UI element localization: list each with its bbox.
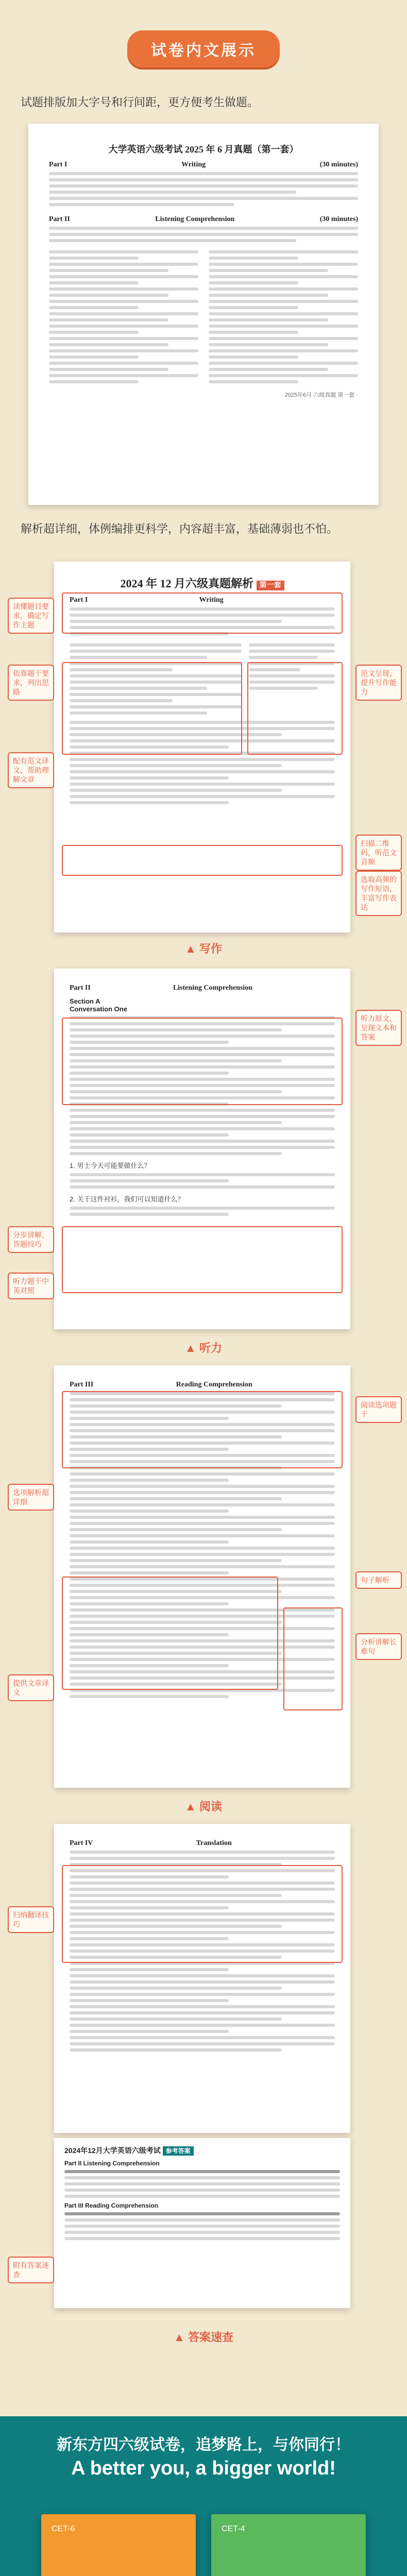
reading-part: Part III Reading Comprehension: [70, 1381, 252, 1388]
answers-paper: [54, 2138, 350, 2308]
exam-title: 大学英语六级考试 2025 年 6 月真题（第一套）: [108, 144, 299, 155]
writing-box-4: [62, 845, 343, 876]
header-title: 试卷内文展示: [127, 30, 280, 67]
note-4: 范文呈现，提升写作能力: [355, 665, 402, 701]
translation-box: [62, 1865, 343, 1963]
answers-part1: Part II Listening Comprehension: [64, 2160, 160, 2167]
caption-answers: ▲ 答案速查: [174, 2331, 233, 2344]
note-15: 提供文章译文: [8, 1674, 54, 1701]
reading-box-2: [62, 1577, 278, 1690]
note-9: 分步讲解，答题技巧: [8, 1226, 54, 1253]
exam-footer: · 2025年6月 六级真题 第一套 ·: [281, 392, 358, 398]
listening-part: Part II Listening Comprehension: [70, 984, 252, 992]
note-14: 分析讲解长难句: [355, 1633, 402, 1660]
note-16: 归纳翻译技巧: [8, 1906, 54, 1933]
listening-box-1: [62, 1018, 343, 1105]
note-17: 附有答案速查: [8, 2257, 54, 2283]
writing-box-2: [62, 662, 242, 755]
listening-q1: 1. 男士今天可能要做什么？: [70, 1162, 151, 1170]
caption-reading: ▲ 阅读: [185, 1800, 222, 1813]
listening-box-2: [62, 1226, 343, 1293]
note-13: 句子解析: [355, 1571, 402, 1589]
footer-slogan-en: A better you, a bigger world!: [71, 2458, 336, 2479]
analysis-title: 2024 年 12 月六级真题解析 第一套: [70, 575, 335, 591]
listening-conversation: Conversation One: [70, 1005, 127, 1013]
note-1: 读懂题目要求，确定写作主题: [8, 598, 54, 634]
answers-part2: Part III Reading Comprehension: [64, 2202, 159, 2209]
header: [0, 0, 407, 98]
reading-box-3: [283, 1607, 343, 1710]
writing-part: Part I Writing: [70, 596, 224, 604]
footer: [0, 2416, 407, 2576]
caption-listening: ▲ 听力: [185, 1342, 222, 1354]
note-5: 扫描二维码，听范文音频: [355, 835, 402, 871]
exam-part1: Part I Writing (30 minutes): [49, 161, 358, 168]
footer-slogan-cn: 新东方四六级试卷，追梦路上，与你同行！: [57, 2436, 350, 2453]
caption-writing: ▲ 写作: [185, 942, 222, 955]
exam-paper: [28, 124, 379, 505]
exam-part2: Part II Listening Comprehension (30 minutes): [49, 215, 358, 223]
note-2: 依靠题干要求，列出思路: [8, 665, 54, 701]
writing-box-3: [247, 662, 343, 755]
reading-box-1: [62, 1391, 343, 1468]
book-cet4: CET-4: [211, 2514, 366, 2576]
note-3: 配有范文译文，帮助理解文章: [8, 752, 54, 788]
listening-q2: 2. 关于这件衬衫，我们可以知道什么？: [70, 1195, 184, 1203]
writing-box-1: [62, 592, 343, 634]
listening-section: Section A: [70, 997, 100, 1005]
intro-1: 试题排版加大字号和行间距，更方便考生做题。: [21, 96, 259, 109]
intro-2: 解析超详细，体例编排更科学，内容超丰富，基础薄弱也不怕。: [21, 522, 338, 535]
note-12: 选项解析超详细: [8, 1484, 54, 1511]
answers-title: 2024年12月大学英语六级考试 参考答案: [64, 2145, 340, 2156]
translation-part: Part IV Translation: [70, 1839, 232, 1847]
book-cet6: CET-6: [41, 2514, 196, 2576]
note-8: 听力原文，呈现文本和答案: [355, 1010, 402, 1046]
note-6: 选取高频的写作短语，丰富写作表达: [355, 871, 402, 916]
note-11: 阅读选项题干: [355, 1396, 402, 1423]
note-10: 听力题干中英对照: [8, 1273, 54, 1299]
